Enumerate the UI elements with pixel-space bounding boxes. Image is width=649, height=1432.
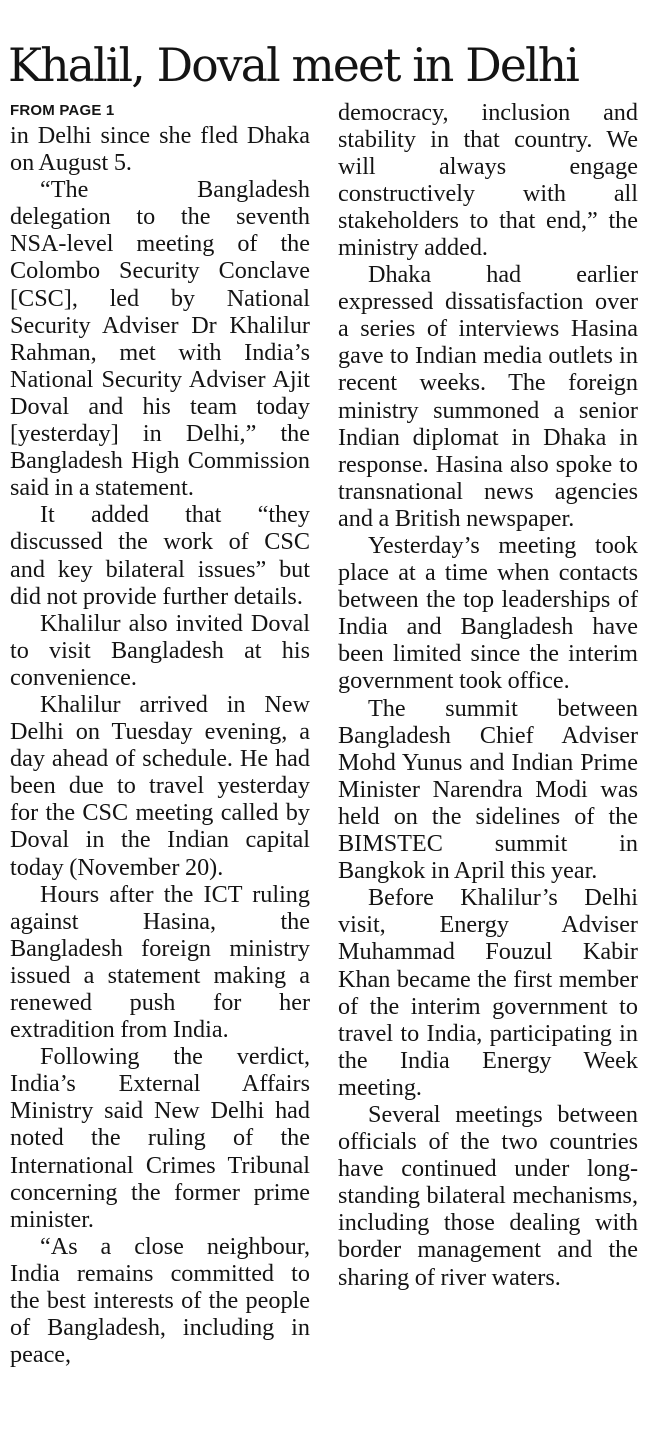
paragraph: in Delhi since she fled Dhaka on August 5. (10, 122, 310, 177)
paragraph: “As a close neighbour, India remains committed to the best interests of the people of Bangladesh, including in peace, (10, 1232, 310, 1369)
paragraph: It added that “they discussed the work of CSC and key bilateral issues” but did not provide further details. (10, 501, 310, 610)
paragraph: Hours after the ICT ruling against Hasina, the Bangladesh foreign ministry issued a statement making a renewed push for her extradition from India. (10, 880, 310, 1044)
paragraph: Following the verdict, India’s External Affairs Ministry said New Delhi had noted the ruling of the International Crimes Tribunal concerning the former prime minister. (10, 1043, 310, 1233)
article-column-left (10, 100, 310, 1368)
paragraph: democracy, inclusion and stability in that country. We will always engage constructively with all stakeholders to that end,” the ministry added. (338, 98, 638, 261)
paragraph: Khalilur also invited Doval to visit Bangladesh at his convenience. (10, 609, 310, 691)
article-column-right (338, 99, 638, 1291)
paragraph: “The Bangladesh delegation to the seventh NSA-level meeting of the Colombo Security Conclave [CSC], led by National Security Adviser Dr Khalilur Rahman, met with India’s National Security Adviser Ajit Doval and his team today [yesterday] in Delhi,” the Bangladesh High Commission said in a statement. (10, 176, 310, 502)
paragraph: Khalilur arrived in New Delhi on Tuesday evening, a day ahead of schedule. He had been due to travel yesterday for the CSC meeting called by Doval in the Indian capital today (November 20). (10, 690, 310, 881)
paragraph: Yesterday’s meeting took place at a time when contacts between the top leaderships of India and Bangladesh have been limited since the interim government took office. (338, 532, 638, 695)
continuation-kicker: FROM PAGE 1 (10, 102, 115, 119)
paragraph: Before Khalilur’s Delhi visit, Energy Adviser Muhammad Fouzul Kabir Khan became the first member of the interim government to travel to India, participating in the India Energy Week meeting. (338, 884, 638, 1101)
headline: Khalil, Doval meet in Delhi (8, 39, 579, 92)
paragraph: Dhaka had earlier expressed dissatisfaction over a series of interviews Hasina gave to Indian media outlets in recent weeks. The foreign ministry summoned a senior Indian diplomat in Dhaka in response. Hasina also spoke to transnational news agencies and a British newspaper. (338, 261, 638, 532)
paragraph: The summit between Bangladesh Chief Adviser Mohd Yunus and Indian Prime Minister Narendra Modi was held on the sidelines of the BIMSTEC summit in Bangkok in April this year. (338, 694, 638, 885)
paragraph: Several meetings between officials of the two countries have continued under long-standing bilateral mechanisms, including those dealing with border management and the sharing of river waters. (338, 1100, 638, 1291)
